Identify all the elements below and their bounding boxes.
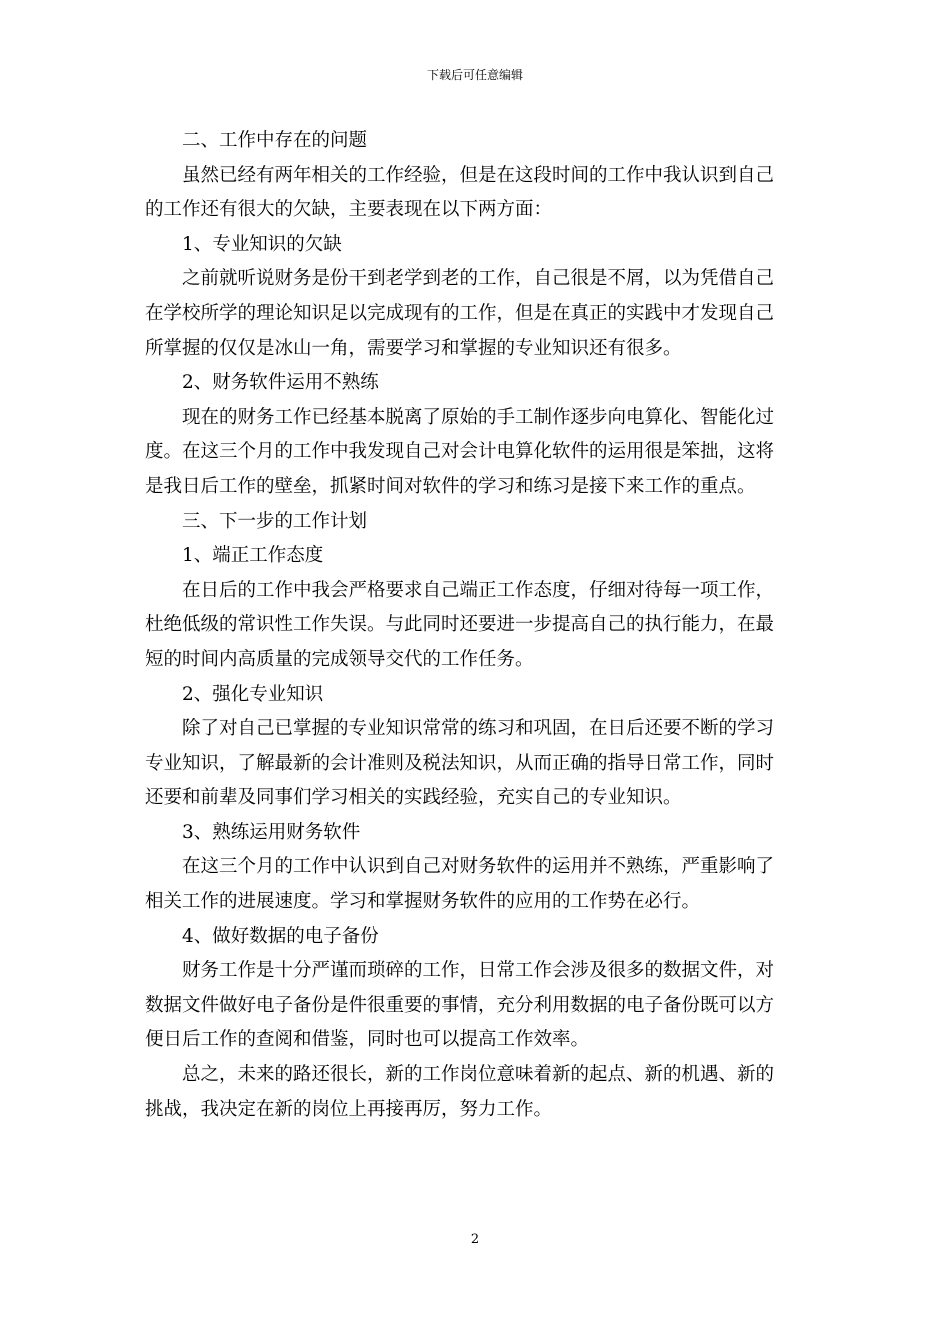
paragraph-line: 所掌握的仅仅是冰山一角，需要学习和掌握的专业知识还有很多。 <box>145 337 682 359</box>
paragraph-line: 杜绝低级的常识性工作失误。与此同时还要进一步提高自己的执行能力，在最 <box>145 614 775 636</box>
paragraph-line: 还要和前辈及同事们学习相关的实践经验，充实自己的专业知识。 <box>145 787 682 809</box>
paragraph-line: 数据文件做好电子备份是件很重要的事情，充分利用数据的电子备份既可以方 <box>145 994 775 1016</box>
subheading-strengthen-knowledge: 2、强化专业知识 <box>182 683 324 705</box>
paragraph-line: 度。在这三个月的工作中我发现自己对会计电算化软件的运用很是笨拙，这将 <box>145 441 775 463</box>
subheading-data-backup: 4、做好数据的电子备份 <box>182 925 379 947</box>
paragraph-line: 虽然已经有两年相关的工作经验，但是在这段时间的工作中我认识到自己 <box>182 164 775 186</box>
subheading-attitude: 1、端正工作态度 <box>182 545 324 567</box>
paragraph-line: 除了对自己已掌握的专业知识常常的练习和巩固，在日后还要不断的学习 <box>182 718 775 740</box>
paragraph-line: 挑战，我决定在新的岗位上再接再厉，努力工作。 <box>145 1098 553 1120</box>
paragraph-line: 在日后的工作中我会严格要求自己端正工作态度，仔细对待每一项工作， <box>182 579 775 601</box>
paragraph-line: 短的时间内高质量的完成领导交代的工作任务。 <box>145 648 534 670</box>
document-body <box>145 124 809 1127</box>
paragraph-line: 之前就听说财务是份干到老学到老的工作，自己很是不屑，以为凭借自己 <box>182 268 775 290</box>
section-heading-problems: 二、工作中存在的问题 <box>182 130 368 151</box>
paragraph-line: 总之，未来的路还很长，新的工作岗位意味着新的起点、新的机遇、新的 <box>182 1064 775 1086</box>
paragraph-line: 相关工作的进展速度。学习和掌握财务软件的应用的工作势在必行。 <box>145 891 701 913</box>
paragraph-line: 是我日后工作的壁垒，抓紧时间对软件的学习和练习是接下来工作的重点。 <box>145 475 756 497</box>
paragraph-line: 现在的财务工作已经基本脱离了原始的手工制作逐步向电算化、智能化过 <box>182 406 775 428</box>
paragraph-line: 在学校所学的理论知识足以完成现有的工作，但是在真正的实践中才发现自己 <box>145 302 775 324</box>
page-number: 2 <box>470 1232 480 1247</box>
paragraph-line: 财务工作是十分严谨而琐碎的工作，日常工作会涉及很多的数据文件，对 <box>182 960 775 982</box>
paragraph-line: 在这三个月的工作中认识到自己对财务软件的运用并不熟练，严重影响了 <box>182 856 775 878</box>
page-header: 下载后可任意编辑 <box>426 68 523 82</box>
paragraph-line: 便日后工作的查阅和借鉴，同时也可以提高工作效率。 <box>145 1029 590 1051</box>
section-heading-plan: 三、下一步的工作计划 <box>182 510 368 532</box>
subheading-software-skill: 2、财务软件运用不熟练 <box>182 372 379 394</box>
paragraph-line: 的工作还有很大的欠缺，主要表现在以下两方面： <box>145 199 553 221</box>
subheading-knowledge-gap: 1、专业知识的欠缺 <box>182 233 342 255</box>
paragraph-line: 专业知识，了解最新的会计准则及税法知识，从而正确的指导日常工作，同时 <box>145 752 775 774</box>
subheading-master-software: 3、熟练运用财务软件 <box>182 821 361 843</box>
